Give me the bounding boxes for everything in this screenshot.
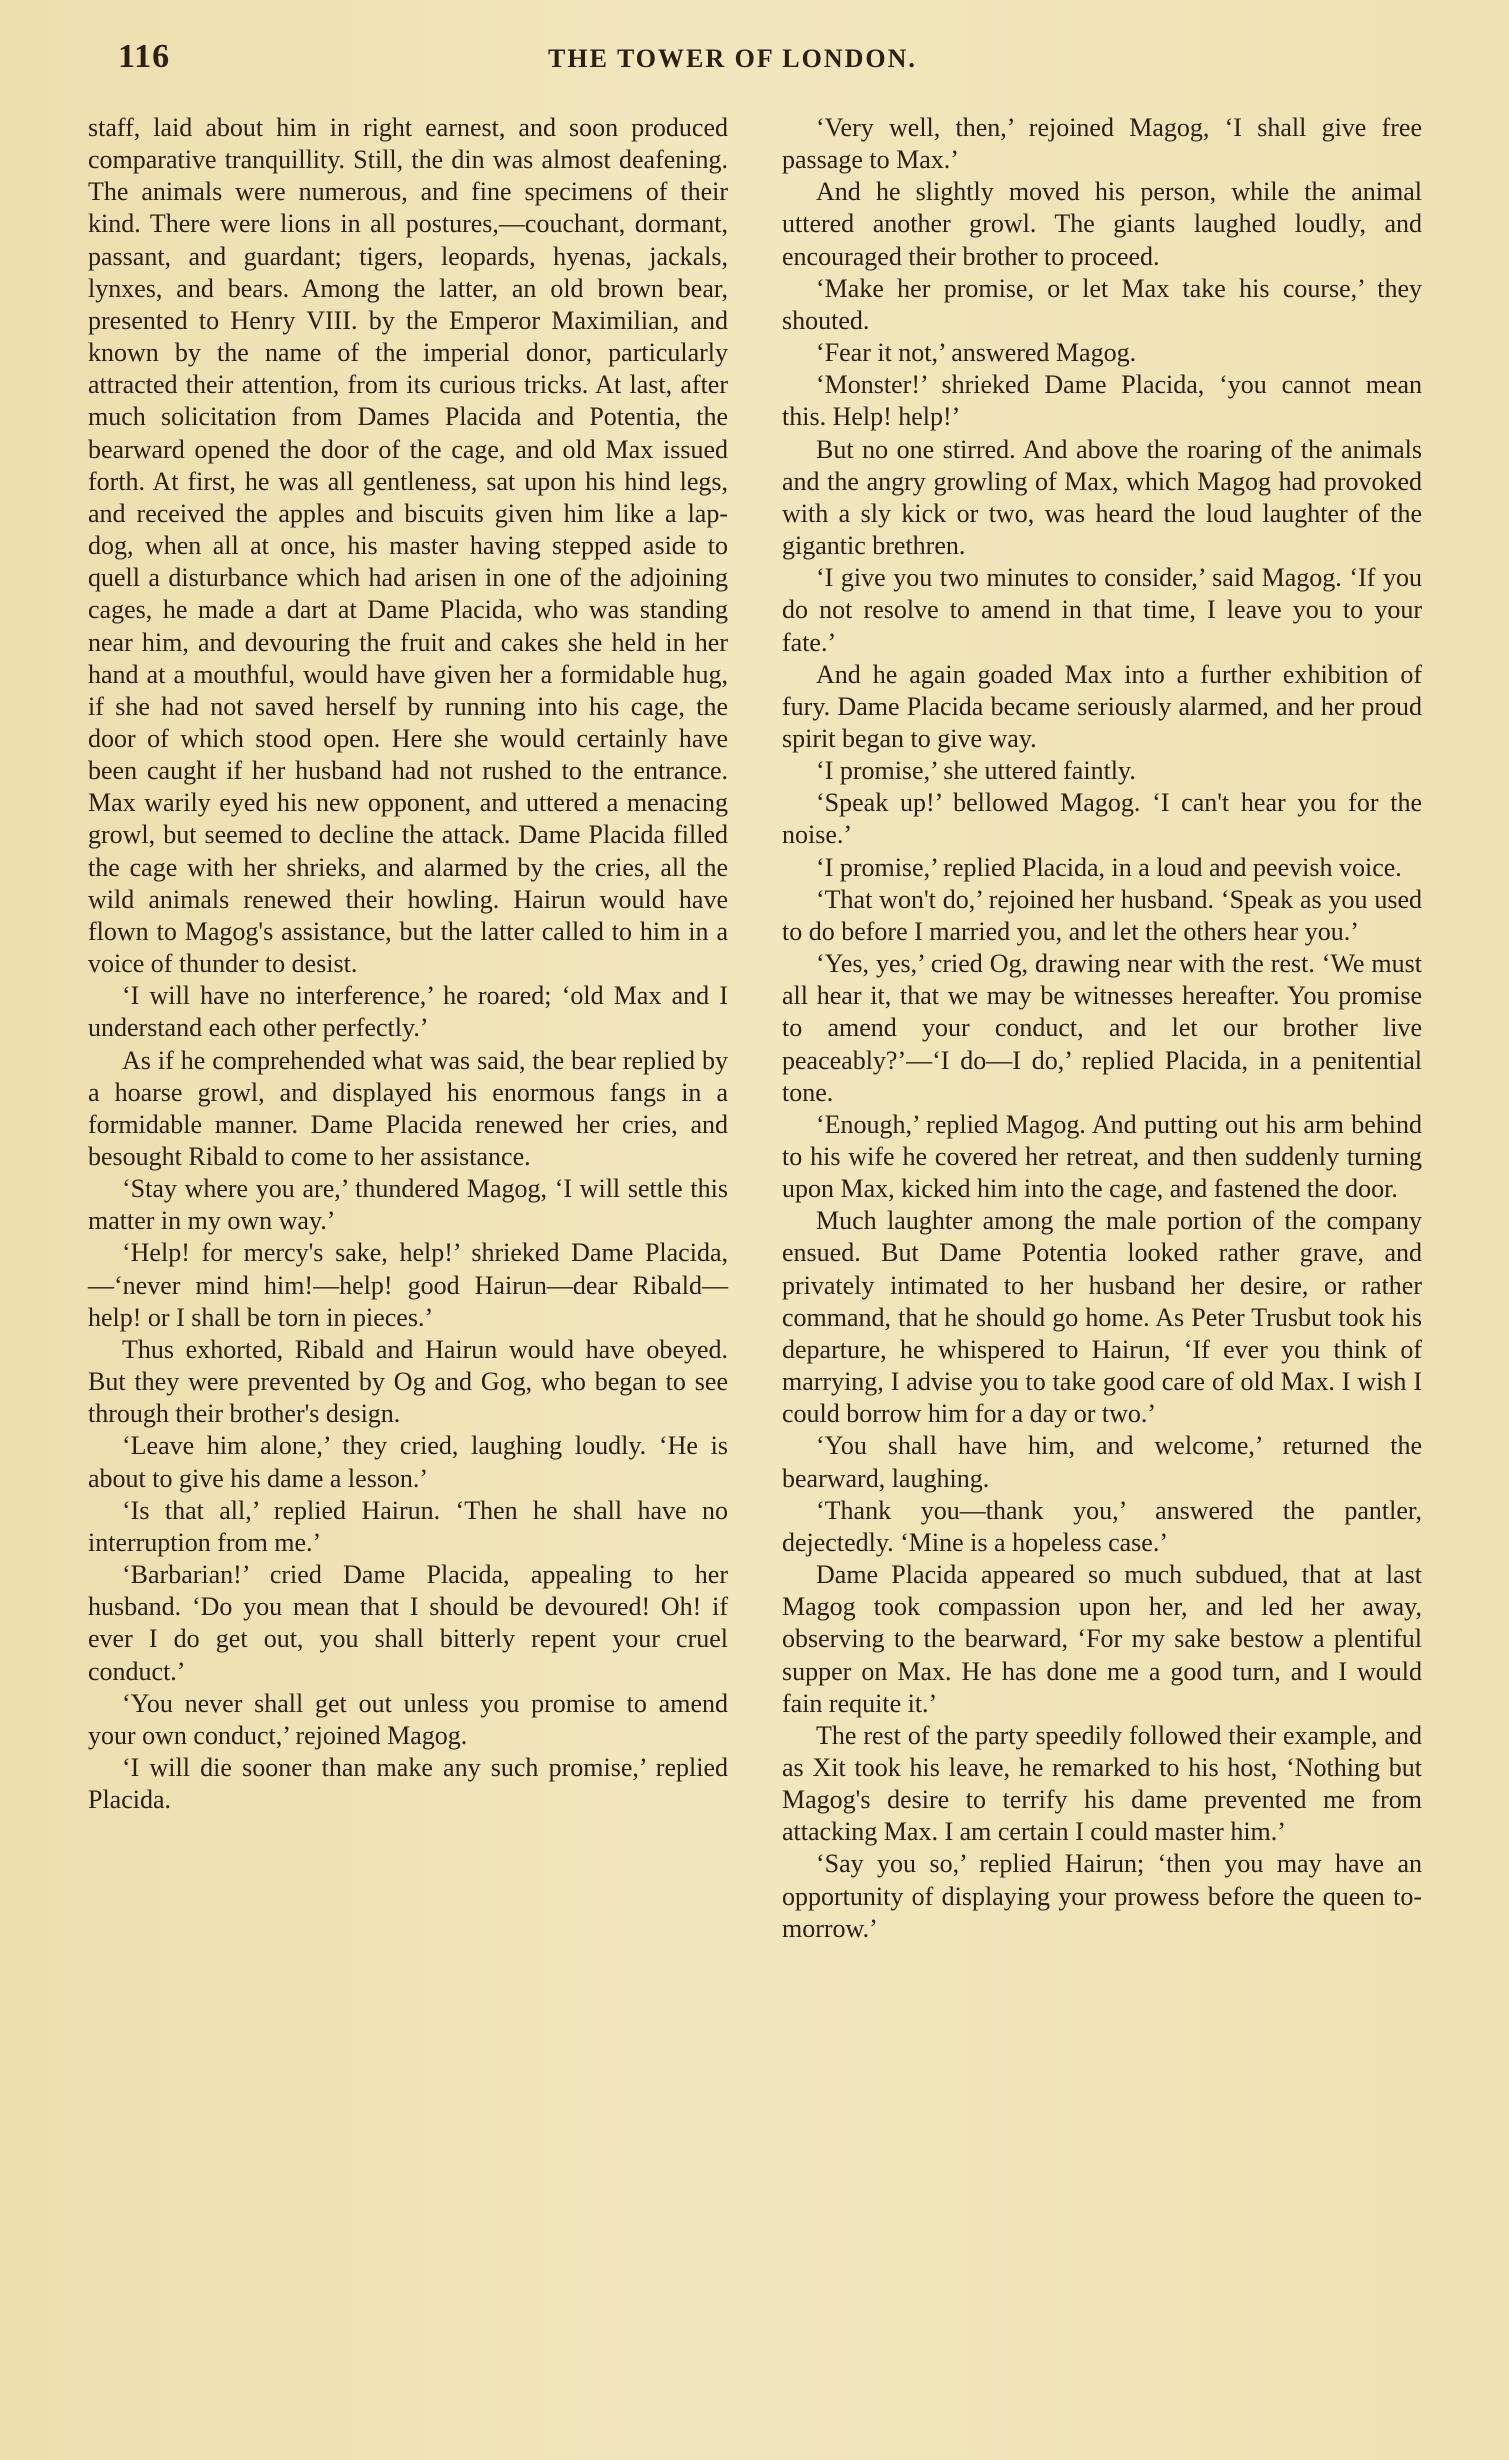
paragraph: Thus exhorted, Ribald and Hairun would have obeyed. But they were prevented by Og and Gog, who began to see through their brother's design. xyxy=(88,1334,728,1429)
paragraph: Dame Placida appeared so much subdued, that at last Magog took compassion upon her, and led her away, observing to the bearward, ‘For my sake bestow a plentiful supper on Max. He has done me a good turn, and I would fain requite it.’ xyxy=(782,1560,1422,1718)
paragraph: ‘I give you two minutes to consider,’ said Magog. ‘If you do not resolve to amend in that time, I leave you to your fate.’ xyxy=(782,563,1422,657)
right-column xyxy=(782,112,1422,1945)
paragraph: ‘Thank you—thank you,’ answered the pantler, dejectedly. ‘Mine is a hopeless case.’ xyxy=(782,1495,1422,1557)
paragraph: And he again goaded Max into a further exhibition of fury. Dame Placida became seriously alarmed, and her proud spirit began to give way. xyxy=(782,659,1422,753)
paragraph: ‘I promise,’ replied Placida, in a loud and peevish voice. xyxy=(816,852,1402,882)
page-number: 116 xyxy=(118,38,171,75)
paragraph: And he slightly moved his person, while the animal uttered another growl. The giants laughed loudly, and encouraged their brother to proceed. xyxy=(782,177,1422,271)
paragraph: ‘Leave him alone,’ they cried, laughing loudly. ‘He is about to give his dame a lesson.’ xyxy=(88,1431,728,1493)
paragraph: ‘Monster!’ shrieked Dame Placida, ‘you cannot mean this. Help! help!’ xyxy=(782,370,1422,432)
paragraph: ‘Yes, yes,’ cried Og, drawing near with the rest. ‘We must all hear it, that we may be witnesses hereafter. You promise to amend your conduct, and let our brother live peaceably?’—‘I do—I do,’ replied Placida, in a penitential tone. xyxy=(782,949,1422,1107)
paragraph: ‘Stay where you are,’ thundered Magog, ‘I will settle this matter in my own way.’ xyxy=(88,1174,728,1236)
paragraph: ‘Very well, then,’ rejoined Magog, ‘I shall give free passage to Max.’ xyxy=(782,113,1422,175)
running-head xyxy=(118,38,1449,78)
paragraph: ‘Say you so,’ replied Hairun; ‘then you may have an opportunity of displaying your prowess before the queen to-morrow.’ xyxy=(782,1849,1422,1943)
paragraph: ‘I promise,’ she uttered faintly. xyxy=(816,756,1136,786)
paragraph: As if he comprehended what was said, the bear replied by a hoarse growl, and displayed his enormous fangs in a formidable manner. Dame Placida renewed her cries, and besought Ribald to come to her assistance. xyxy=(88,1045,728,1171)
paragraph: ‘Help! for mercy's sake, help!’ shrieked Dame Placida,—‘never mind him!—help! good Hairun—dear Ribald—help! or I shall be torn in pieces.’ xyxy=(88,1238,728,1332)
paragraph: ‘Make her promise, or let Max take his course,’ they shouted. xyxy=(782,273,1422,335)
paragraph: ‘That won't do,’ rejoined her husband. ‘Speak as you used to do before I married you, and let the others hear you.’ xyxy=(782,884,1422,946)
paragraph: staff, laid about him in right earnest, and soon produced comparative tranquillity. Still, the din was almost deafening. The animals were numerous, and fine specimens of their kind. There were lions in all postures,—couchant, dormant, passant, and guardant; tigers, leopards, hyenas, jackals, lynxes, and bears. Among the latter, an old brown bear, presented to Henry VIII. by the Emperor Maximilian, and known by the name of the imperial donor, particularly attracted their attention, from its curious tricks. At last, after much solicitation from Dames Placida and Potentia, the bearward opened the door of the cage, and old Max issued forth. At first, he was all gentleness, sat upon his hind legs, and received the apples and biscuits given him like a lap-dog, when all at once, his master having stepped aside to quell a disturbance which had arisen in one of the adjoining cages, he made a dart at Dame Placida, who was standing near him, and devouring the fruit and cakes she held in her hand at a mouthful, would have given her a formidable hug, if she had not saved herself by running into his cage, the door of which stood open. Here she would certainly have been caught if her husband had not rushed to the entrance. Max warily eyed his new opponent, and uttered a menacing growl, but seemed to decline the attack. Dame Placida filled the cage with her shrieks, and alarmed by the cries, all the wild animals renewed their howling. Hairun would have flown to Magog's assistance, but the latter called to him in a voice of thunder to desist. xyxy=(88,113,728,979)
paragraph: The rest of the party speedily followed their example, and as Xit took his leave, he remarked to his host, ‘Nothing but Magog's desire to terrify his dame prevented me from attacking Max. I am certain I could master him.’ xyxy=(782,1720,1422,1847)
paragraph: ‘You shall have him, and welcome,’ returned the bearward, laughing. xyxy=(782,1431,1422,1493)
paragraph: ‘Enough,’ replied Magog. And putting out his arm behind to his wife he covered her retreat, and then suddenly turning upon Max, kicked him into the cage, and fastened the door. xyxy=(782,1109,1422,1204)
paragraph: ‘Speak up!’ bellowed Magog. ‘I can't hear you for the noise.’ xyxy=(782,788,1422,850)
running-title: THE TOWER OF LONDON. xyxy=(548,44,917,73)
paragraph: Much laughter among the male portion of the company ensued. But Dame Potentia looked rather grave, and privately intimated to her husband her desire, or rather command, that he should go home. As Peter Trusbut took his departure, he whispered to Hairun, ‘If ever you think of marrying, I advise you to take good care of old Max. I wish I could borrow him for a day or two.’ xyxy=(782,1206,1422,1429)
paragraph: But no one stirred. And above the roaring of the animals and the angry growling of Max, which Magog had provoked with a sly kick or two, was heard the loud laughter of the gigantic brethren. xyxy=(782,434,1422,561)
paragraph: ‘You never shall get out unless you promise to amend your own conduct,’ rejoined Magog. xyxy=(88,1688,728,1750)
left-column xyxy=(88,112,728,1816)
paragraph: ‘I will have no interference,’ he roared; ‘old Max and I understand each other perfectly.’ xyxy=(88,981,728,1043)
paragraph: ‘Barbarian!’ cried Dame Placida, appealing to her husband. ‘Do you mean that I should be devoured! Oh! if ever I do get out, you shall bitterly repent your cruel conduct.’ xyxy=(88,1560,728,1686)
paragraph: ‘Fear it not,’ answered Magog. xyxy=(816,338,1137,368)
paragraph: ‘I will die sooner than make any such promise,’ replied Placida. xyxy=(88,1752,728,1815)
paragraph: ‘Is that all,’ replied Hairun. ‘Then he shall have no interruption from me.’ xyxy=(88,1495,728,1557)
